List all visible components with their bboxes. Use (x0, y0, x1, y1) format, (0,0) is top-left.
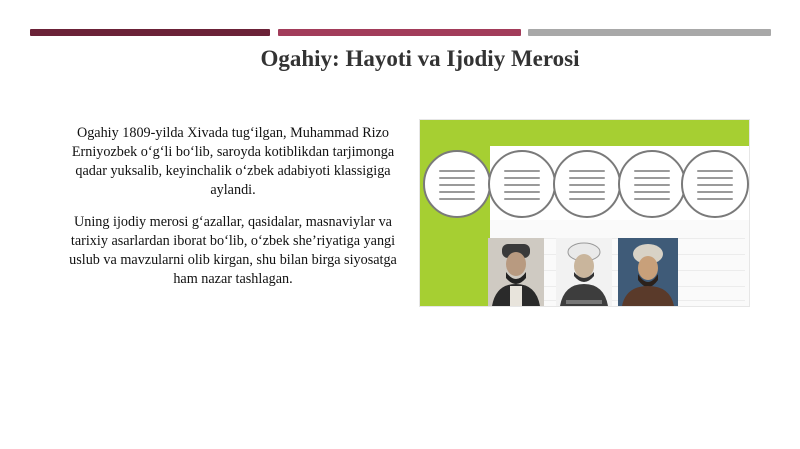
timeline-circle (488, 150, 556, 218)
decorative-bar-2 (278, 29, 521, 36)
timeline-circles (423, 150, 750, 222)
timeline-circle (681, 150, 749, 218)
image-top-strip (420, 120, 750, 146)
portrait-image (556, 238, 612, 306)
timeline-circle (618, 150, 686, 218)
paragraph-biography: Ogahiy 1809-yilda Xivada tug‘ilgan, Muhammad Rizo Erniyozbek o‘g‘li bo‘lib, saroyda kotiblikdan tarjimonga qadar yuksalib, keyinchalik o‘zbek adabiyoti klassigiga aylandi. (71, 125, 395, 198)
slide-body (58, 124, 408, 302)
slide-title: Ogahiy: Hayoti va Ijodiy Merosi (260, 46, 580, 71)
decorative-bar-1 (30, 29, 270, 36)
timeline-circle (423, 150, 491, 218)
paragraph-legacy: Uning ijodiy merosi g‘azallar, qasidalar, masnaviylar va tarixiy asarlardan iborat bo‘lib, o‘zbek she’riyatiga yangi uslub va mavzularni olib kirgan, shu bilan birga siyosatga ham nazar tashlagan. (69, 214, 397, 287)
portrait-image (618, 238, 678, 306)
portrait-image (488, 238, 544, 306)
decorative-bar-3 (528, 29, 771, 36)
timeline-circle (553, 150, 621, 218)
timeline-image (419, 119, 750, 307)
